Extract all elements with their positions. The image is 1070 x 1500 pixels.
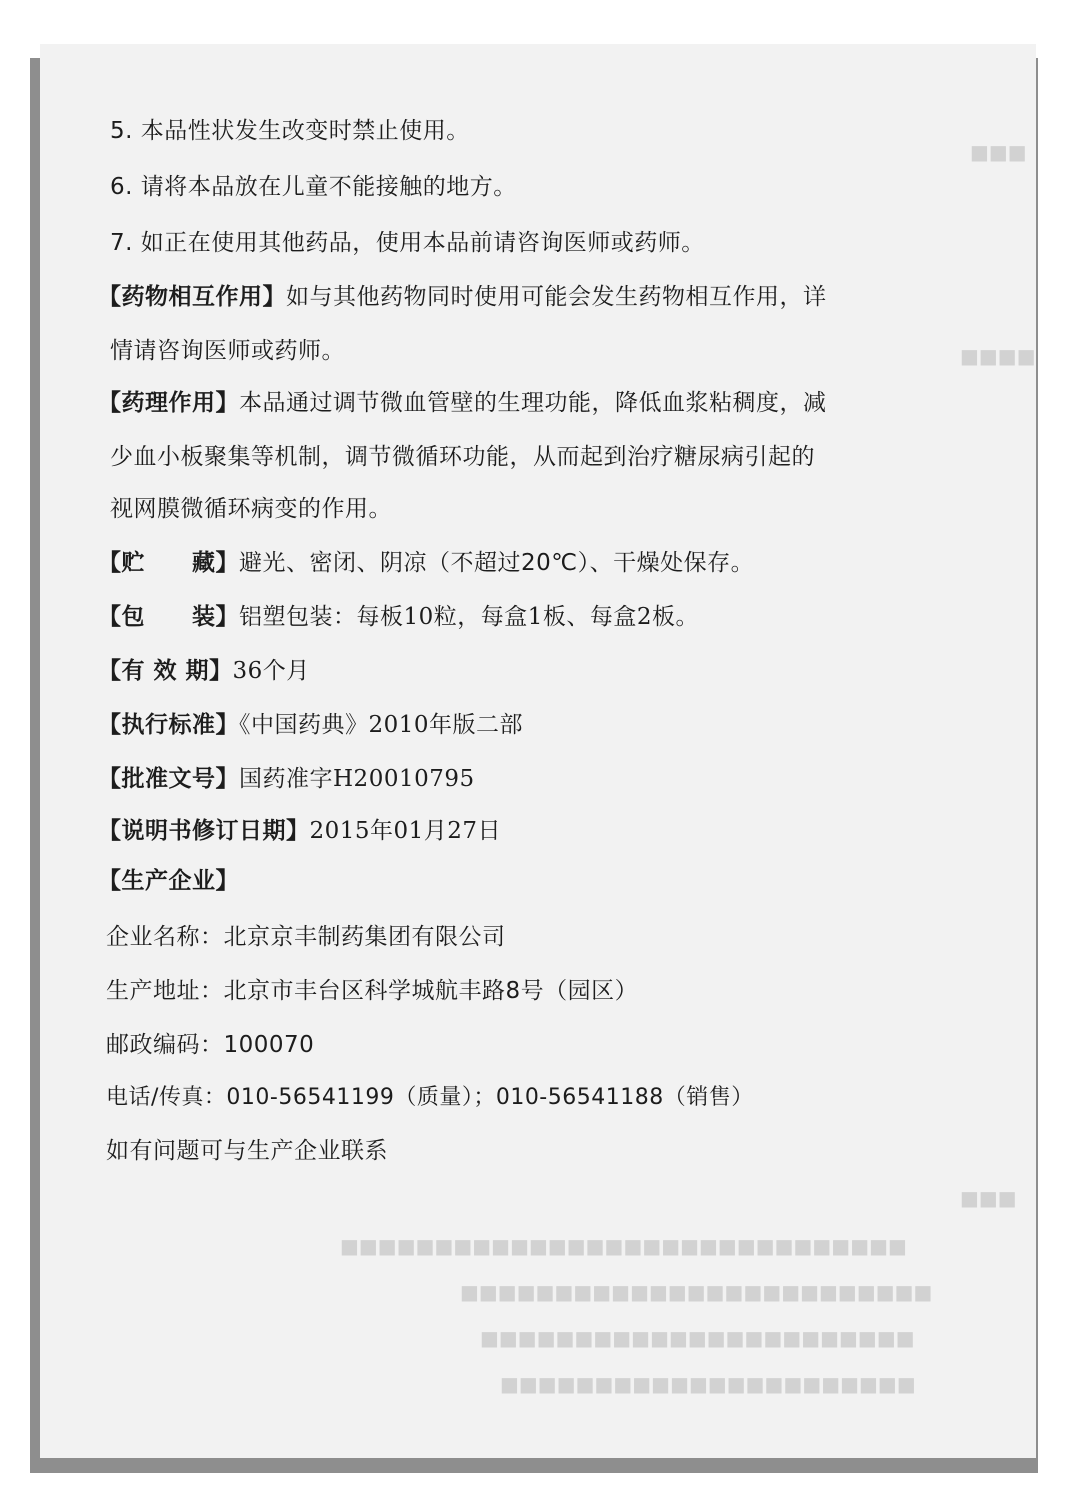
show-through-mark: ■■■■■■■■■■■■■■■■■■■■■■■■■	[460, 1280, 933, 1304]
revision-label: 【说明书修订日期】	[98, 818, 310, 844]
manufacturer-contact: 如有问题可与生产企业联系	[106, 1138, 388, 1164]
packaging-label: 【包 装】	[98, 604, 239, 630]
storage-value: 避光、密闭、阴凉（不超过20℃）、干燥处保存。	[239, 550, 755, 576]
manufacturer-phone: 电话/传真：010-56541199（质量）；010-56541188（销售）	[106, 1085, 754, 1110]
pharmacology-text: 本品通过调节微血管壁的生理功能，降低血浆粘稠度，减	[239, 390, 827, 416]
pharmacology-line-2: 少血小板聚集等机制，调节微循环功能，从而起到治疗糖尿病引起的	[110, 444, 815, 470]
packaging-value: 铝塑包装：每板10粒，每盒1板、每盒2板。	[239, 604, 700, 630]
show-through-mark: ■■■■	[960, 344, 1036, 368]
manufacturer-address: 生产地址：北京市丰台区科学城航丰路8号（园区）	[106, 978, 639, 1004]
revision-row	[98, 812, 501, 845]
interactions-text: 如与其他药物同时使用可能会发生药物相互作用，详	[286, 284, 827, 310]
revision-value: 2015年01月27日	[309, 818, 502, 844]
storage-row	[98, 544, 754, 577]
shelf-life-row	[98, 652, 310, 685]
show-through-mark: ■■■	[960, 1186, 1017, 1210]
storage-label: 【贮 藏】	[98, 550, 239, 576]
manufacturer-label: 【生产企业】	[98, 868, 239, 894]
approval-value: 国药准字H20010795	[239, 766, 475, 792]
interactions-line-1	[98, 278, 827, 311]
manufacturer-postcode: 邮政编码：100070	[106, 1032, 315, 1058]
precaution-item-5: 5. 本品性状发生改变时禁止使用。	[110, 118, 470, 144]
show-through-mark: ■■■	[970, 140, 1027, 164]
manufacturer-name: 企业名称：北京京丰制药集团有限公司	[106, 924, 506, 950]
precaution-item-6: 6. 请将本品放在儿童不能接触的地方。	[110, 174, 517, 200]
approval-row	[98, 760, 475, 793]
show-through-mark: ■■■■■■■■■■■■■■■■■■■■■■	[500, 1372, 916, 1396]
interactions-label: 【药物相互作用】	[98, 284, 286, 310]
precaution-item-7: 7. 如正在使用其他药品，使用本品前请咨询医师或药师。	[110, 230, 705, 256]
packaging-row	[98, 598, 699, 631]
show-through-mark: ■■■■■■■■■■■■■■■■■■■■■■■	[480, 1326, 915, 1350]
standard-row	[98, 706, 523, 739]
shelf-life-value: 36个月	[232, 658, 310, 684]
shelf-life-label: 【有 效 期】	[98, 658, 233, 684]
leaflet-page	[40, 44, 1036, 1458]
standard-value: 《中国药典》2010年版二部	[239, 712, 524, 738]
pharmacology-line-3: 视网膜微循环病变的作用。	[110, 496, 392, 522]
show-through-mark: ■■■■■■■■■■■■■■■■■■■■■■■■■■■■■■	[340, 1234, 907, 1258]
interactions-line-2: 情请咨询医师或药师。	[110, 338, 345, 364]
standard-label: 【执行标准】	[98, 712, 239, 738]
approval-label: 【批准文号】	[98, 766, 239, 792]
pharmacology-label: 【药理作用】	[98, 390, 239, 416]
pharmacology-line-1	[98, 384, 827, 417]
